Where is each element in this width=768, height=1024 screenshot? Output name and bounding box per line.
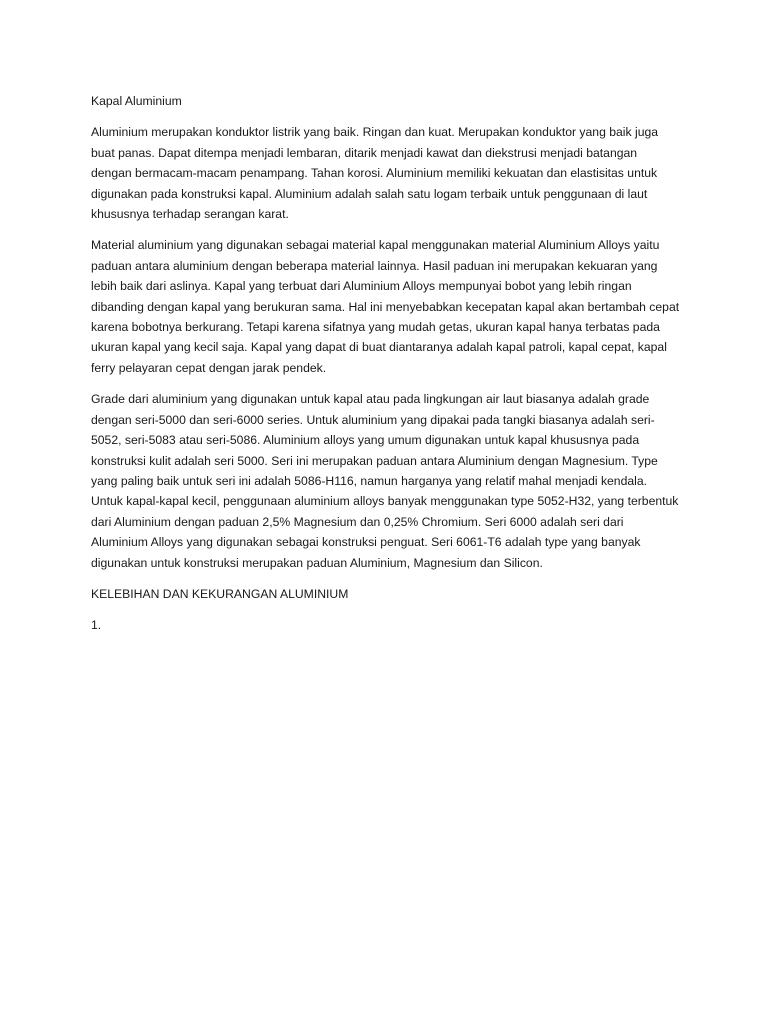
paragraph-3: Grade dari aluminium yang digunakan untuk kapal atau pada lingkungan air laut biasanya adalah grade dengan seri-5000 dan seri-6000 series. Untuk aluminium yang dipakai pada tangki biasanya adalah seri-5052, seri-5083 atau seri-5086. Aluminium alloys yang umum digunakan untuk kapal khususnya pada konstruksi kulit adalah seri 5000. Seri ini merupakan paduan antara Aluminium dengan Magnesium. Type yang paling baik untuk seri ini adalah 5086-H116, namun harganya yang relatif mahal menjadi kendala. Untuk kapal-kapal kecil, penggunaan aluminium alloys banyak menggunakan type 5052-H32, yang terbentuk dari Aluminium dengan paduan 2,5% Magnesium dan 0,25% Chromium. Seri 6000 adalah seri dari Aluminium Alloys yang digunakan sebagai konstruksi penguat. Seri 6061-T6 adalah type yang banyak digunakan untuk konstruksi merupakan paduan Aluminium, Magnesium dan Silicon. xyxy=(91,392,679,570)
document-body xyxy=(91,91,681,647)
paragraph-1: Aluminium merupakan konduktor listrik yang baik. Ringan dan kuat. Merupakan konduktor yang baik juga buat panas. Dapat ditempa menjadi lembaran, ditarik menjadi kawat dan diekstrusi menjadi batangan dengan bermacam-macam penampang. Tahan korosi. Aluminium memiliki kekuatan dan elastisitas untuk digunakan pada konstruksi kapal. Aluminium adalah salah satu logam terbaik untuk penggunaan di laut khususnya terhadap serangan karat. xyxy=(91,125,659,222)
paragraph-2: Material aluminium yang digunakan sebagai material kapal menggunakan material Aluminium Alloys yaitu paduan antara aluminium dengan beberapa material lainnya. Hasil paduan ini merupakan kekuaran yang lebih baik dari aslinya. Kapal yang terbuat dari Aluminium Alloys mempunyai bobot yang lebih ringan dibanding dengan kapal yang berukuran sama. Hal ini menyebabkan kecepatan kapal akan bertambah cepat karena bobotnya berkurang. Tetapi karena sifatnya yang mudah getas, ukuran kapal hanya terbatas pada ukuran kapal yang kecil saja. Kapal yang dapat di buat diantaranya adalah kapal patroli, kapal cepat, kapal ferry pelayaran cepat dengan jarak pendek. xyxy=(91,238,680,375)
section-heading: KELEBIHAN DAN KEKURANGAN ALUMINIUM xyxy=(91,586,349,601)
document-title: Kapal Aluminium xyxy=(91,94,182,108)
list-marker: 1. xyxy=(91,618,102,633)
